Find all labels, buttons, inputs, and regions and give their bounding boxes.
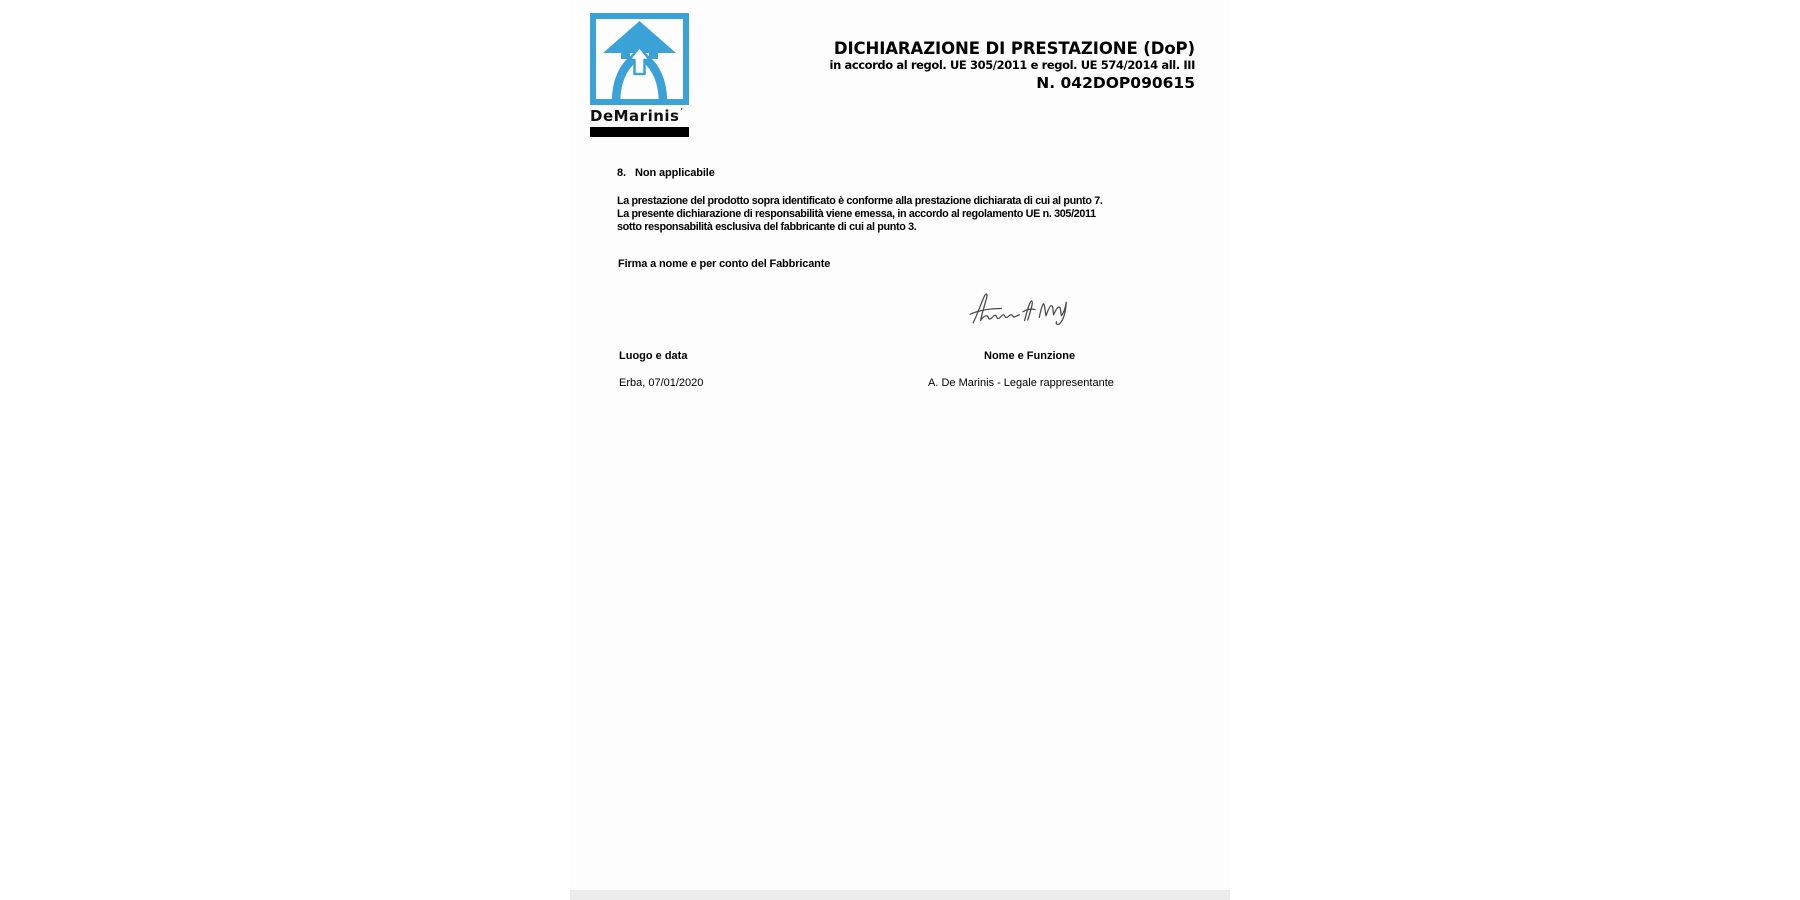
declaration-paragraph (617, 195, 1103, 234)
handwritten-signature (968, 288, 1078, 328)
section-8-number: 8. (617, 167, 626, 179)
place-date-label: Luogo e data (619, 350, 688, 362)
declaration-line-1: La prestazione del prodotto sopra identificato è conforme alla prestazione dichiarata di cui al punto 7. (617, 195, 1103, 207)
demarinis-logo (590, 13, 689, 137)
logo-underline-bar (590, 127, 689, 137)
declaration-line-3: sotto responsabilità esclusiva del fabbricante di cui al punto 3. (617, 220, 917, 233)
declaration-line-2: La presente dichiarazione di responsabilità viene emessa, in accordo al regolamento UE n. 305/2011 (617, 207, 1096, 220)
logo-trademark-tick: ʹ (680, 108, 684, 118)
signature-caption: Firma a nome e per conto del Fabbricante (618, 258, 831, 270)
document-number: N. 042DOP090615 (1036, 74, 1195, 92)
logo-wordmark-text: DeMarinis (590, 107, 680, 125)
name-function-value: A. De Marinis - Legale rappresentante (928, 377, 1114, 389)
name-function-label: Nome e Funzione (984, 350, 1076, 362)
document-header (700, 39, 1195, 92)
document-subtitle: in accordo al regol. UE 305/2011 e regol. UE 574/2014 all. III (829, 58, 1195, 72)
place-date-value: Erba, 07/01/2020 (619, 377, 704, 389)
section-8-label: Non applicabile (634, 167, 715, 179)
document-title: DICHIARAZIONE DI PRESTAZIONE (DoP) (833, 39, 1195, 58)
logo-wordmark (590, 107, 689, 125)
section-8-heading (617, 167, 715, 179)
logo-arrow-icon (590, 13, 689, 105)
page-bottom-edge (570, 890, 1230, 900)
